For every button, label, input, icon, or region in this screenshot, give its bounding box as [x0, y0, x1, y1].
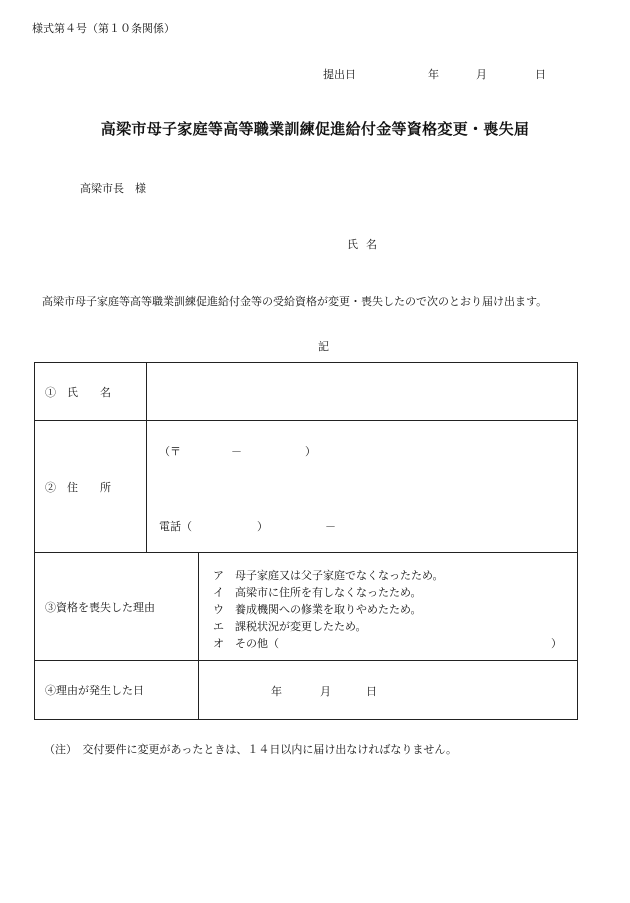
reason-item-other[interactable]: オ その他（	[213, 637, 279, 650]
form-table	[34, 362, 578, 720]
occurrence-year: 年	[271, 685, 282, 698]
address-row-label: ② 住 所	[35, 421, 147, 552]
phone-dash: －	[325, 520, 336, 533]
reason-list	[199, 553, 577, 660]
address-field[interactable]	[147, 421, 577, 552]
form-number: 様式第４号（第１０条関係）	[32, 22, 175, 35]
submit-year-label: 年	[428, 68, 439, 81]
row-name	[35, 363, 577, 421]
ki-heading: 記	[318, 340, 329, 353]
reason-row-label: ③資格を喪失した理由	[35, 553, 199, 660]
submit-date-label: 提出日	[323, 68, 356, 81]
date-row-label: ④理由が発生した日	[35, 661, 199, 719]
postal-open: （〒	[159, 445, 181, 458]
submit-month-label: 月	[476, 68, 487, 81]
submit-day-label: 日	[535, 68, 546, 81]
phone-label: 電話（	[159, 520, 192, 533]
other-close-paren: ）	[551, 637, 562, 650]
phone-close: ）	[257, 520, 268, 533]
document-title: 高梁市母子家庭等高等職業訓練促進給付金等資格変更・喪失届	[100, 120, 530, 138]
name-row-label: ① 氏 名	[35, 363, 147, 420]
row-address	[35, 421, 577, 553]
name-field[interactable]	[147, 363, 577, 420]
occurrence-day: 日	[366, 685, 377, 698]
footnote: （注） 交付要件に変更があったときは、１４日以内に届け出なければなりません。	[44, 743, 458, 756]
applicant-name-label: 氏名	[347, 238, 385, 251]
statement-text: 高梁市母子家庭等高等職業訓練促進給付金等の受給資格が変更・喪失したので次のとおり届け出ます。	[42, 295, 548, 308]
occurrence-date-field[interactable]	[199, 661, 577, 719]
row-reason	[35, 553, 577, 661]
reason-item[interactable]: イ 高梁市に住所を有しなくなったため。	[213, 586, 422, 599]
addressee: 高梁市長 様	[80, 182, 146, 195]
occurrence-month: 月	[320, 685, 331, 698]
reason-item[interactable]: エ 課税状況が変更したため。	[213, 620, 367, 633]
reason-item[interactable]: ウ 養成機関への修業を取りやめたため。	[213, 603, 422, 616]
row-date	[35, 661, 577, 719]
reason-item[interactable]: ア 母子家庭又は父子家庭でなくなったため。	[213, 569, 444, 582]
postal-close: ）	[305, 445, 316, 458]
postal-dash: －	[231, 445, 242, 458]
